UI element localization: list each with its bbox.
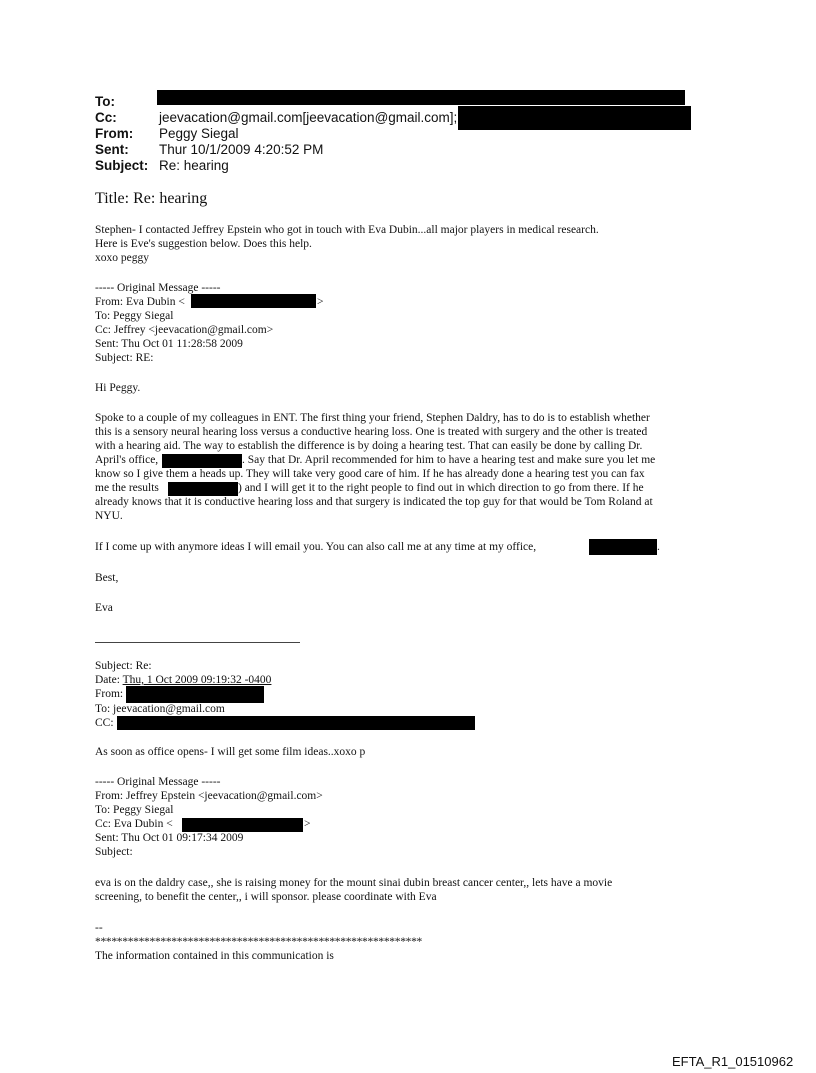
reply-subject: Subject: Re: [95, 660, 152, 672]
redaction-orig2-cc [182, 818, 303, 832]
to-label: To: [95, 94, 115, 109]
orig1-from-close: > [317, 296, 324, 308]
orig1-cc: Cc: Jeffrey <jeevacation@gmail.com> [95, 324, 274, 336]
orig1-to: To: Peggy Siegal [95, 310, 174, 322]
separator-line [95, 642, 300, 643]
orig1-subject: Subject: RE: [95, 352, 154, 364]
closing: Best, [95, 572, 119, 584]
para1-line-5: know so I give them a heads up. They will take very good care of him. If he has already done a hearing test you can fax [95, 468, 645, 480]
redaction-reply-from [126, 686, 264, 703]
reply-from: From: [95, 688, 124, 700]
para1-line-7: already knows that it is conductive hearing loss and that surgery is indicated the top guy for that would be Tom Roland at [95, 496, 653, 508]
para3-line-2: screening, to benefit the center,, i will sponsor. please coordinate with Eva [95, 891, 437, 903]
sent-value: Thur 10/1/2009 4:20:52 PM [159, 142, 324, 157]
orig2-from: From: Jeffrey Epstein <jeevacation@gmail.com> [95, 790, 323, 802]
disclaimer: The information contained in this communication is [95, 950, 334, 962]
subject-value: Re: hearing [159, 158, 229, 173]
redaction-reply-cc [117, 716, 475, 730]
reply-date: Date: Thu, 1 Oct 2009 09:19:32 -0400 [95, 674, 272, 686]
redaction-office-phone [589, 539, 657, 555]
intro-line-3: xoxo peggy [95, 252, 149, 264]
para1-line-2: this is a sensory neural hearing loss versus a conductive hearing loss. One is treated with surgery and the other is treated [95, 426, 648, 438]
redaction-cc [458, 106, 691, 130]
cc-value: jeevacation@gmail.com[jeevacation@gmail.com]; [159, 110, 458, 125]
subject-label: Subject: [95, 158, 149, 173]
email-title: Title: Re: hearing [95, 190, 208, 207]
redaction-orig1-from [191, 294, 316, 308]
orig2-cc-close: > [304, 818, 311, 830]
orig2-sent: Sent: Thu Oct 01 09:17:34 2009 [95, 832, 244, 844]
para1-line-3: with a hearing aid. The way to establish the difference is by doing a hearing test. That can easily be done by calling Dr. [95, 440, 643, 452]
from-label: From: [95, 126, 134, 141]
from-value: Peggy Siegal [159, 126, 239, 141]
orig2-cc: Cc: Eva Dubin < [95, 818, 173, 830]
para1-line-6b: ) and I will get it to the right people to find out in which direction to go from there. If he [238, 482, 644, 494]
intro-line-2: Here is Eve's suggestion below. Does this help. [95, 238, 312, 250]
para1-line-1: Spoke to a couple of my colleagues in ENT. The first thing your friend, Stephen Daldry, has to do is to establish whether [95, 412, 650, 424]
orig2-subject: Subject: [95, 846, 133, 858]
para1-line-6a: me the results [95, 482, 159, 494]
para2: If I come up with anymore ideas I will email you. You can also call me at any time at my office, [95, 541, 537, 553]
redaction-to [157, 90, 685, 105]
signature: Eva [95, 602, 113, 614]
redaction-phone-1 [162, 454, 242, 468]
orig1-heading: ----- Original Message ----- [95, 282, 221, 294]
para1-line-8: NYU. [95, 510, 123, 522]
reply-to: To: jeevacation@gmail.com [95, 703, 225, 715]
para1-line-4b: . Say that Dr. April recommended for him to have a hearing test and make sure you let me [242, 454, 656, 466]
stars-line: ************************************************************ [95, 936, 423, 948]
orig2-to: To: Peggy Siegal [95, 804, 174, 816]
greeting: Hi Peggy. [95, 382, 141, 394]
para2-end: . [657, 541, 660, 553]
sig-dash: -- [95, 922, 103, 934]
orig1-from: From: Eva Dubin < [95, 296, 185, 308]
para3-line-1: eva is on the daldry case,, she is raising money for the mount sinai dubin breast cancer center,, lets have a movie [95, 877, 613, 889]
orig2-heading: ----- Original Message ----- [95, 776, 221, 788]
cc-label: Cc: [95, 110, 117, 125]
para1-line-4a: April's office, [95, 454, 159, 466]
sent-label: Sent: [95, 142, 129, 157]
intro-line-1: Stephen- I contacted Jeffrey Epstein who got in touch with Eva Dubin...all major players in medical research. [95, 224, 599, 236]
reply-cc: CC: [95, 717, 114, 729]
redaction-fax [168, 482, 238, 496]
orig1-sent: Sent: Thu Oct 01 11:28:58 2009 [95, 338, 243, 350]
reply-body: As soon as office opens- I will get some film ideas..xoxo p [95, 746, 366, 758]
document-id: EFTA_R1_01510962 [672, 1054, 794, 1069]
